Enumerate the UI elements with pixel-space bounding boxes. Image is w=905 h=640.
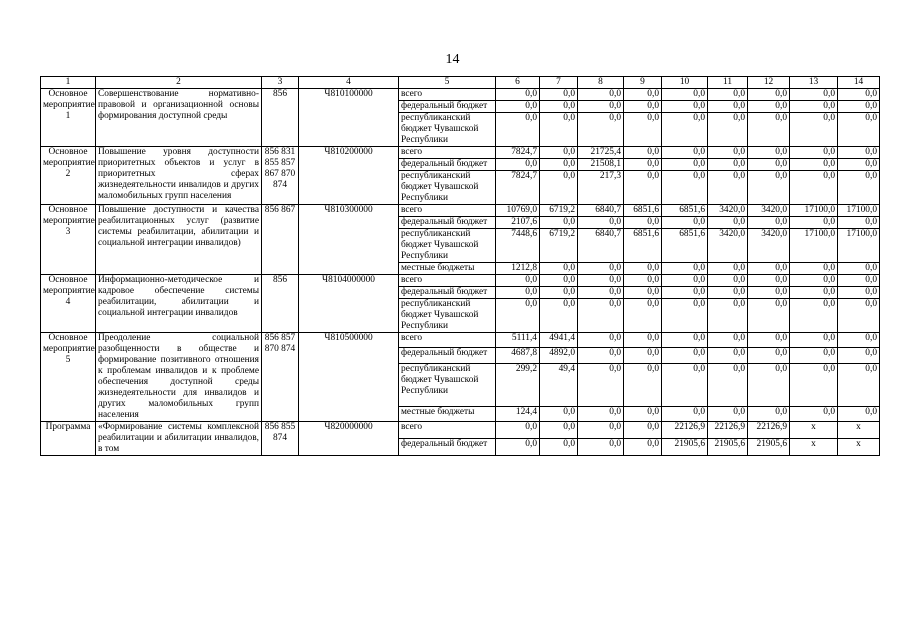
- amount-cell: 0,0: [708, 147, 748, 159]
- amount-cell: 6719,2: [540, 229, 578, 263]
- amount-cell: 0,0: [624, 101, 662, 113]
- amount-cell: 6840,7: [578, 205, 624, 217]
- amount-cell: 7824,7: [496, 171, 540, 205]
- amount-cell: 0,0: [578, 89, 624, 101]
- amount-cell: 0,0: [662, 171, 708, 205]
- amount-cell: x: [790, 439, 838, 456]
- amount-cell: 49,4: [540, 363, 578, 406]
- amount-cell: 3420,0: [748, 205, 790, 217]
- amount-cell: 0,0: [624, 159, 662, 171]
- amount-cell: 0,0: [790, 159, 838, 171]
- amount-cell: 3420,0: [708, 205, 748, 217]
- amount-cell: 0,0: [624, 333, 662, 348]
- table-row: [41, 422, 880, 439]
- amount-cell: 17100,0: [790, 229, 838, 263]
- funding-source: всего: [399, 275, 496, 287]
- amount-cell: 0,0: [578, 348, 624, 363]
- amount-cell: 0,0: [662, 275, 708, 287]
- amount-cell: 0,0: [624, 363, 662, 406]
- amount-cell: 0,0: [838, 406, 880, 421]
- amount-cell: x: [838, 439, 880, 456]
- funding-source: федеральный бюджет: [399, 439, 496, 456]
- table-header: [41, 77, 880, 89]
- amount-cell: 0,0: [624, 287, 662, 299]
- amount-cell: 0,0: [624, 217, 662, 229]
- amount-cell: 7824,7: [496, 147, 540, 159]
- amount-cell: 0,0: [708, 363, 748, 406]
- funding-source: федеральный бюджет: [399, 217, 496, 229]
- amount-cell: 0,0: [540, 89, 578, 101]
- page-number: 14: [445, 52, 460, 67]
- amount-cell: 0,0: [790, 287, 838, 299]
- amount-cell: 0,0: [790, 275, 838, 287]
- amount-cell: 0,0: [662, 101, 708, 113]
- amount-cell: 0,0: [540, 217, 578, 229]
- amount-cell: 0,0: [540, 275, 578, 287]
- amount-cell: 0,0: [838, 348, 880, 363]
- amount-cell: 3420,0: [708, 229, 748, 263]
- classification-code: Ч820000000: [299, 422, 399, 456]
- amount-cell: 299,2: [496, 363, 540, 406]
- classification-code: Ч810100000: [299, 89, 399, 147]
- amount-cell: 0,0: [624, 147, 662, 159]
- amount-cell: 0,0: [748, 147, 790, 159]
- column-header: 2: [96, 77, 262, 89]
- amount-cell: 0,0: [838, 159, 880, 171]
- table-row: [41, 333, 880, 348]
- amount-cell: 0,0: [838, 113, 880, 147]
- amount-cell: 0,0: [838, 333, 880, 348]
- amount-cell: 0,0: [748, 159, 790, 171]
- amount-cell: 0,0: [496, 422, 540, 439]
- event-name: Основное мероприятие 5: [41, 333, 96, 422]
- amount-cell: 0,0: [662, 287, 708, 299]
- event-name: Основное мероприятие 4: [41, 275, 96, 333]
- column-header: 5: [399, 77, 496, 89]
- amount-cell: 0,0: [790, 217, 838, 229]
- funding-source: всего: [399, 205, 496, 217]
- amount-cell: 4892,0: [540, 348, 578, 363]
- amount-cell: 0,0: [662, 348, 708, 363]
- amount-cell: 0,0: [578, 113, 624, 147]
- funding-source: федеральный бюджет: [399, 287, 496, 299]
- amount-cell: 0,0: [624, 263, 662, 275]
- amount-cell: 0,0: [578, 101, 624, 113]
- amount-cell: 6851,6: [624, 205, 662, 217]
- amount-cell: 0,0: [748, 333, 790, 348]
- amount-cell: 0,0: [748, 113, 790, 147]
- amount-cell: 0,0: [790, 171, 838, 205]
- amount-cell: 0,0: [708, 263, 748, 275]
- amount-cell: 0,0: [790, 363, 838, 406]
- amount-cell: 0,0: [496, 299, 540, 333]
- amount-cell: 0,0: [790, 113, 838, 147]
- amount-cell: 17100,0: [790, 205, 838, 217]
- amount-cell: x: [838, 422, 880, 439]
- budget-codes: 856: [262, 275, 299, 333]
- budget-codes: 856 831 855 857 867 870 874: [262, 147, 299, 205]
- amount-cell: 0,0: [578, 299, 624, 333]
- amount-cell: 0,0: [578, 439, 624, 456]
- event-name: Основное мероприятие 2: [41, 147, 96, 205]
- amount-cell: 0,0: [540, 439, 578, 456]
- amount-cell: 0,0: [838, 217, 880, 229]
- event-description: Повышение уровня доступности приоритетных объектов и услуг в приоритетных сферах жизнедеятельности инвалидов и других маломобильных групп населения: [96, 147, 262, 205]
- amount-cell: 0,0: [662, 147, 708, 159]
- amount-cell: 0,0: [790, 147, 838, 159]
- amount-cell: 0,0: [748, 348, 790, 363]
- amount-cell: 5111,4: [496, 333, 540, 348]
- amount-cell: 6840,7: [578, 229, 624, 263]
- event-description: Повышение доступности и качества реабилитационных услуг (развитие системы реабилитации, абилитации и социальной интеграции инвалидов): [96, 205, 262, 275]
- funding-source: республиканский бюджет Чувашской Республики: [399, 229, 496, 263]
- amount-cell: 0,0: [838, 287, 880, 299]
- column-header: 7: [540, 77, 578, 89]
- amount-cell: 21905,6: [662, 439, 708, 456]
- funding-source: федеральный бюджет: [399, 348, 496, 363]
- amount-cell: 17100,0: [838, 229, 880, 263]
- amount-cell: 0,0: [624, 89, 662, 101]
- amount-cell: 0,0: [578, 217, 624, 229]
- budget-codes: 856 867: [262, 205, 299, 275]
- column-header: 9: [624, 77, 662, 89]
- amount-cell: 0,0: [708, 171, 748, 205]
- amount-cell: 21725,4: [578, 147, 624, 159]
- amount-cell: 0,0: [662, 363, 708, 406]
- amount-cell: 0,0: [540, 159, 578, 171]
- amount-cell: 0,0: [540, 113, 578, 147]
- column-header: 8: [578, 77, 624, 89]
- amount-cell: 0,0: [578, 287, 624, 299]
- amount-cell: 0,0: [748, 363, 790, 406]
- amount-cell: 0,0: [708, 159, 748, 171]
- table-row: [41, 205, 880, 217]
- amount-cell: 6851,6: [624, 229, 662, 263]
- amount-cell: 21508,1: [578, 159, 624, 171]
- amount-cell: 22126,9: [708, 422, 748, 439]
- event-description: «Формирование системы комплексной реабилитации и абилитации инвалидов, в том: [96, 422, 262, 456]
- amount-cell: 0,0: [624, 171, 662, 205]
- amount-cell: 0,0: [540, 422, 578, 439]
- amount-cell: 0,0: [708, 89, 748, 101]
- amount-cell: 0,0: [708, 113, 748, 147]
- amount-cell: 0,0: [708, 406, 748, 421]
- amount-cell: 0,0: [838, 101, 880, 113]
- amount-cell: 0,0: [578, 263, 624, 275]
- amount-cell: 1212,8: [496, 263, 540, 275]
- amount-cell: 0,0: [496, 89, 540, 101]
- column-header: 11: [708, 77, 748, 89]
- amount-cell: 217,3: [578, 171, 624, 205]
- amount-cell: 0,0: [748, 217, 790, 229]
- amount-cell: 0,0: [748, 263, 790, 275]
- amount-cell: 6851,6: [662, 205, 708, 217]
- amount-cell: 0,0: [624, 422, 662, 439]
- amount-cell: 0,0: [748, 287, 790, 299]
- funding-source: всего: [399, 422, 496, 439]
- amount-cell: 0,0: [708, 333, 748, 348]
- amount-cell: 0,0: [496, 439, 540, 456]
- amount-cell: 0,0: [540, 147, 578, 159]
- funding-source: местные бюджеты: [399, 406, 496, 421]
- column-header: 13: [790, 77, 838, 89]
- amount-cell: 0,0: [838, 299, 880, 333]
- amount-cell: 17100,0: [838, 205, 880, 217]
- amount-cell: 0,0: [708, 287, 748, 299]
- amount-cell: 21905,6: [748, 439, 790, 456]
- amount-cell: 0,0: [838, 171, 880, 205]
- amount-cell: 0,0: [708, 348, 748, 363]
- budget-codes: 856 855 874: [262, 422, 299, 456]
- classification-code: Ч810500000: [299, 333, 399, 422]
- event-name: Программа: [41, 422, 96, 456]
- funding-source: республиканский бюджет Чувашской Республики: [399, 171, 496, 205]
- classification-code: Ч8104000000: [299, 275, 399, 333]
- amount-cell: 0,0: [578, 422, 624, 439]
- amount-cell: 0,0: [838, 275, 880, 287]
- amount-cell: 0,0: [662, 263, 708, 275]
- event-name: Основное мероприятие 3: [41, 205, 96, 275]
- amount-cell: 0,0: [838, 147, 880, 159]
- amount-cell: 0,0: [624, 348, 662, 363]
- event-name: Основное мероприятие 1: [41, 89, 96, 147]
- amount-cell: 0,0: [540, 101, 578, 113]
- column-header: 1: [41, 77, 96, 89]
- amount-cell: 0,0: [662, 113, 708, 147]
- amount-cell: 0,0: [624, 113, 662, 147]
- amount-cell: 0,0: [624, 275, 662, 287]
- budget-table: [40, 76, 880, 456]
- column-header: 6: [496, 77, 540, 89]
- amount-cell: 4941,4: [540, 333, 578, 348]
- column-header: 12: [748, 77, 790, 89]
- amount-cell: x: [790, 422, 838, 439]
- amount-cell: 0,0: [790, 89, 838, 101]
- table-row: [41, 89, 880, 101]
- amount-cell: 0,0: [790, 101, 838, 113]
- amount-cell: 0,0: [748, 406, 790, 421]
- amount-cell: 0,0: [578, 363, 624, 406]
- funding-source: федеральный бюджет: [399, 159, 496, 171]
- amount-cell: 0,0: [708, 101, 748, 113]
- amount-cell: 0,0: [496, 159, 540, 171]
- column-header: 10: [662, 77, 708, 89]
- event-description: Преодоление социальной разобщенности в обществе и формирование позитивного отношения к проблемам инвалидов и к проблеме обеспечения доступной среды жизнедеятельности для инвалидов и других маломобильных групп населения: [96, 333, 262, 422]
- amount-cell: 0,0: [496, 101, 540, 113]
- amount-cell: 0,0: [748, 89, 790, 101]
- amount-cell: 6851,6: [662, 229, 708, 263]
- table-row: [41, 275, 880, 287]
- amount-cell: 0,0: [624, 439, 662, 456]
- classification-code: Ч810300000: [299, 205, 399, 275]
- amount-cell: 0,0: [578, 406, 624, 421]
- funding-source: всего: [399, 147, 496, 159]
- funding-source: республиканский бюджет Чувашской Республики: [399, 299, 496, 333]
- amount-cell: 0,0: [790, 333, 838, 348]
- amount-cell: 0,0: [496, 275, 540, 287]
- amount-cell: 0,0: [662, 159, 708, 171]
- amount-cell: 3420,0: [748, 229, 790, 263]
- funding-source: республиканский бюджет Чувашской Республики: [399, 113, 496, 147]
- amount-cell: 0,0: [748, 299, 790, 333]
- amount-cell: 0,0: [662, 89, 708, 101]
- classification-code: Ч810200000: [299, 147, 399, 205]
- event-description: Совершенствование нормативно-правовой и организационной основы формирования доступной среды: [96, 89, 262, 147]
- amount-cell: 0,0: [748, 275, 790, 287]
- budget-codes: 856 857 870 874: [262, 333, 299, 422]
- amount-cell: 0,0: [578, 333, 624, 348]
- amount-cell: 0,0: [496, 287, 540, 299]
- amount-cell: 7448,6: [496, 229, 540, 263]
- amount-cell: 0,0: [662, 217, 708, 229]
- amount-cell: 0,0: [708, 299, 748, 333]
- amount-cell: 0,0: [662, 299, 708, 333]
- amount-cell: 0,0: [540, 263, 578, 275]
- amount-cell: 0,0: [624, 406, 662, 421]
- amount-cell: 0,0: [540, 171, 578, 205]
- amount-cell: 0,0: [540, 406, 578, 421]
- amount-cell: 0,0: [708, 217, 748, 229]
- amount-cell: 22126,9: [662, 422, 708, 439]
- amount-cell: 0,0: [496, 113, 540, 147]
- column-header: 3: [262, 77, 299, 89]
- column-header: 4: [299, 77, 399, 89]
- column-header: 14: [838, 77, 880, 89]
- amount-cell: 22126,9: [748, 422, 790, 439]
- amount-cell: 4687,8: [496, 348, 540, 363]
- amount-cell: 0,0: [790, 406, 838, 421]
- amount-cell: 2107,6: [496, 217, 540, 229]
- amount-cell: 0,0: [748, 101, 790, 113]
- amount-cell: 0,0: [578, 275, 624, 287]
- amount-cell: 0,0: [838, 263, 880, 275]
- amount-cell: 0,0: [790, 299, 838, 333]
- funding-source: республиканский бюджет Чувашской Республики: [399, 363, 496, 406]
- funding-source: всего: [399, 89, 496, 101]
- amount-cell: 0,0: [708, 275, 748, 287]
- amount-cell: 0,0: [624, 299, 662, 333]
- amount-cell: 0,0: [540, 299, 578, 333]
- amount-cell: 0,0: [662, 333, 708, 348]
- amount-cell: 10769,0: [496, 205, 540, 217]
- budget-codes: 856: [262, 89, 299, 147]
- amount-cell: 124,4: [496, 406, 540, 421]
- funding-source: федеральный бюджет: [399, 101, 496, 113]
- amount-cell: 0,0: [838, 363, 880, 406]
- amount-cell: 0,0: [790, 348, 838, 363]
- amount-cell: 21905,6: [708, 439, 748, 456]
- amount-cell: 6719,2: [540, 205, 578, 217]
- amount-cell: 0,0: [790, 263, 838, 275]
- amount-cell: 0,0: [838, 89, 880, 101]
- amount-cell: 0,0: [748, 171, 790, 205]
- amount-cell: 0,0: [662, 406, 708, 421]
- funding-source: местные бюджеты: [399, 263, 496, 275]
- table-row: [41, 147, 880, 159]
- event-description: Информационно-методическое и кадровое обеспечение системы реабилитации, абилитации и социальной интеграции инвалидов: [96, 275, 262, 333]
- amount-cell: 0,0: [540, 287, 578, 299]
- funding-source: всего: [399, 333, 496, 348]
- table-body: [41, 89, 880, 456]
